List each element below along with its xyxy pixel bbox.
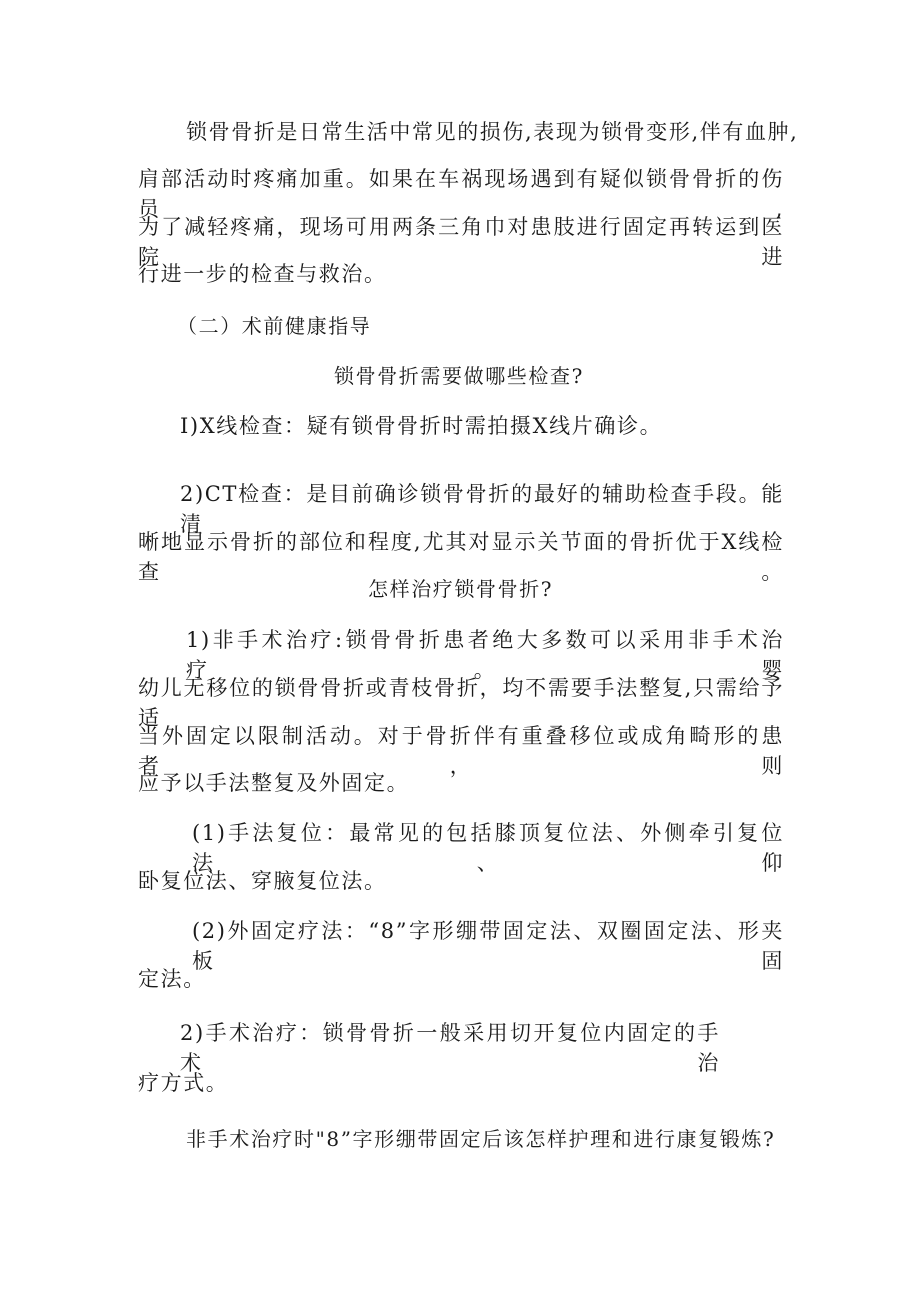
intro-line-2: 肩部活动时疼痛加重。如果在车祸现场遇到有疑似锁骨骨折的伤员, (138, 167, 784, 221)
question-heading-treatment: 怎样治疗锁骨骨折? (368, 577, 554, 601)
manual-reduction-line-2: 卧复位法、穿腋复位法。 (138, 869, 387, 893)
treatment-nonsurgical-line-4: 应予以手法整复及外固定。 (138, 771, 410, 795)
treatment-surgical-line-1: 2)手术治疗：锁骨骨折一般采用切开复位内固定的手术治 (180, 1021, 720, 1075)
intro-line-3: 为了减轻疼痛，现场可用两条三角巾对患肢进行固定再转运到医院进 (138, 215, 784, 269)
exam-item-xray: I)X线检查：疑有锁骨骨折时需拍摄X线片确诊。 (180, 414, 663, 438)
treatment-nonsurgical-line-3: 当外固定以限制活动。对于骨折伴有重叠移位或成角畸形的患者，则 (138, 724, 784, 778)
exam-item-ct-line-2: 晰地显示骨折的部位和程度,尤其对显示关节面的骨折优于X线检查。 (138, 530, 784, 584)
external-fixation-line-1: (2)外固定疗法：“8”字形绷带固定法、双圈固定法、形夹板固 (192, 919, 784, 973)
treatment-nonsurgical-line-1: 1)非手术治疗:锁骨骨折患者绝大多数可以采用非手术治疗。婴 (186, 628, 784, 682)
external-fixation-line-2: 定法。 (138, 967, 206, 991)
intro-line-4: 行进一步的检查与救治。 (138, 262, 387, 286)
question-heading-bandage-care: 非手术治疗时"8”字形绷带固定后该怎样护理和进行康复锻炼? (186, 1127, 776, 1151)
treatment-surgical-line-2: 疗方式。 (138, 1071, 229, 1095)
intro-line-1: 锁骨骨折是日常生活中常见的损伤,表现为锁骨变形,伴有血肿, (186, 120, 799, 144)
question-heading-exams: 锁骨骨折需要做哪些检查? (334, 364, 584, 388)
treatment-nonsurgical-line-2: 幼儿无移位的锁骨骨折或青枝骨折，均不需要手法整复,只需给予适 (138, 676, 784, 730)
section-heading: （二）术前健康指导 (177, 314, 372, 338)
manual-reduction-line-1: (1)手法复位：最常见的包括膝顶复位法、外侧牵引复位法、仰 (192, 821, 784, 875)
exam-item-ct-line-1: 2)CT检查：是目前确诊锁骨骨折的最好的辅助检查手段。能清 (180, 482, 784, 536)
